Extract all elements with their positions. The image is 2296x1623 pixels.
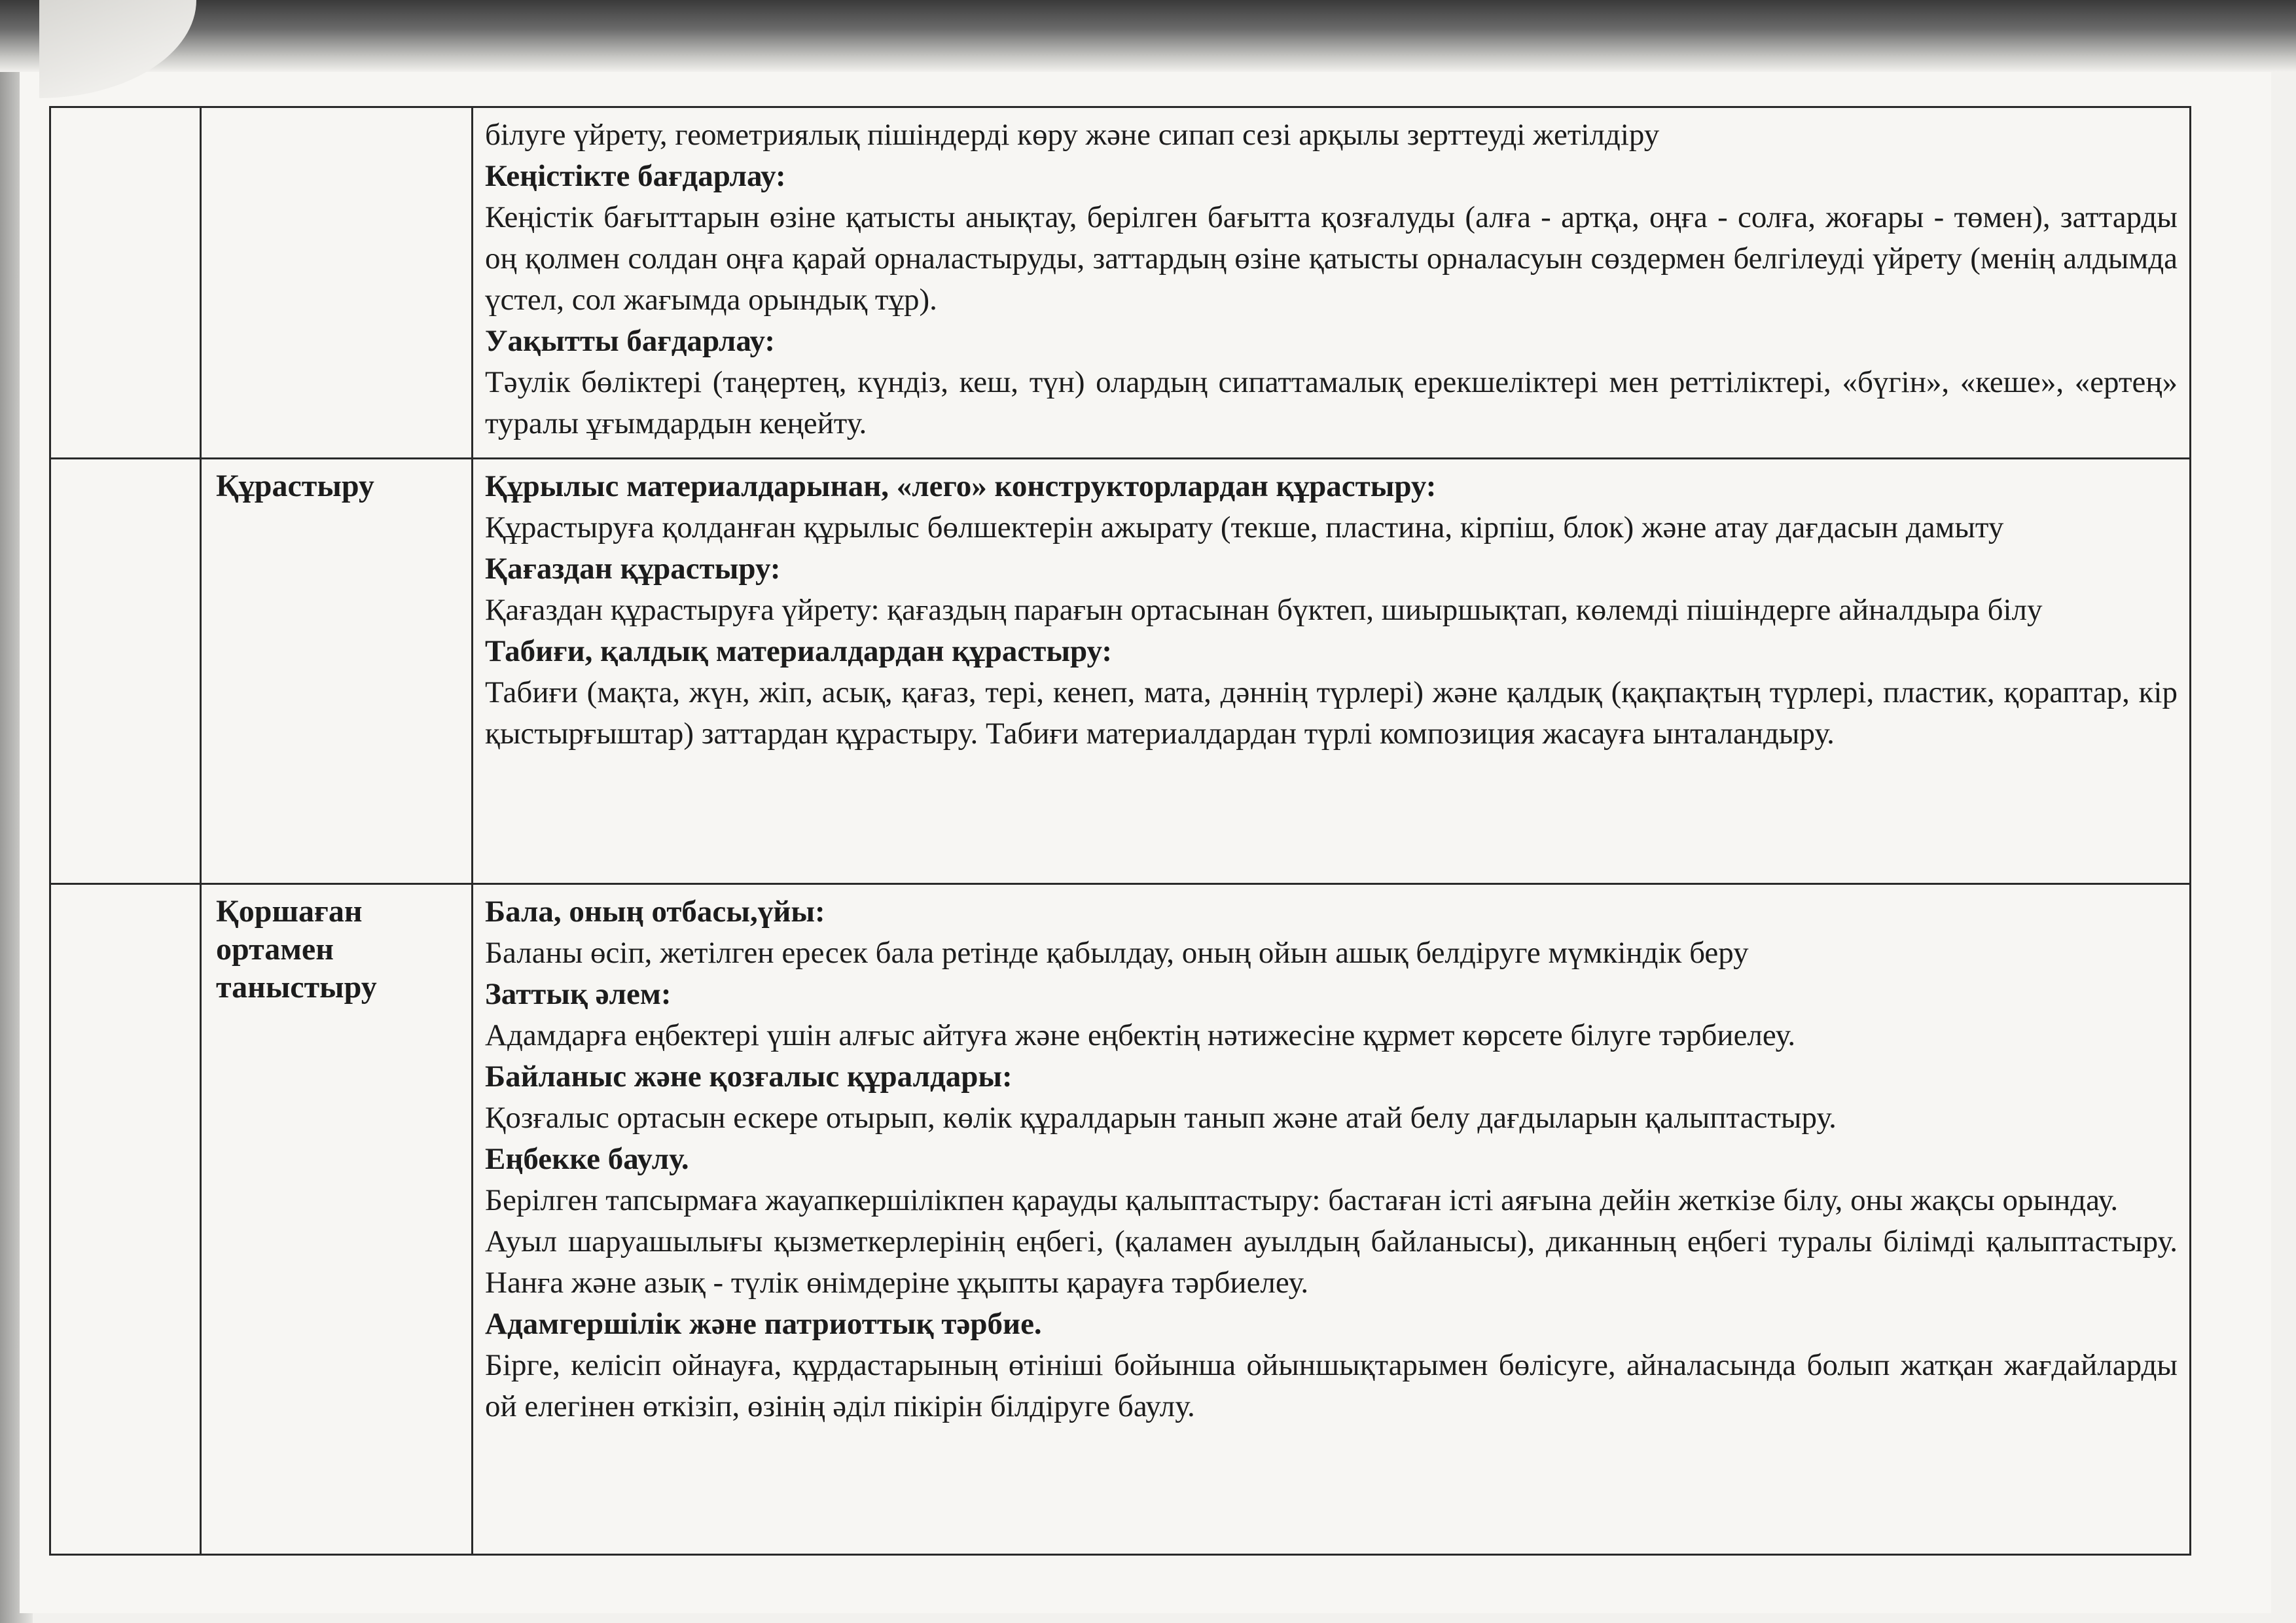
paragraph: Тәулік бөліктері (таңертең, күндіз, кеш, түн) олардың сипаттамалық ерекшеліктері мен реттіліктері, «бүгін», «кеше», «ертең» туралы ұғымдардын кеңейту.: [485, 365, 2178, 440]
content-cell: [473, 107, 2191, 459]
paragraph: Баланы өсіп, жетілген ересек бала ретінде қабылдау, оның ойын ашық белдіруге мүмкіндік беру: [485, 936, 1749, 970]
paragraph: Бірге, келісіп ойнауға, құрдастарының өтініші бойынша ойыншықтарымен бөлісуге, айналасында болып жатқан жағдайларды ой елегінен өткізіп, өзінің әділ пікірін білдіруге баулу.: [485, 1348, 2178, 1423]
paragraph: білуге үйрету, геометриялық пішіндерді көру және сипап сезі арқылы зерттеуді жетілдіру: [485, 118, 1660, 152]
section-cell: [201, 459, 473, 884]
paragraph: Ауыл шаруашылығы қызметкерлерінің еңбегі, (қаламен ауылдың байланысы), диканның еңбегі туралы білімді қалыптастыру. Нанға және азық - түлік өнімдеріне ұқыпты қарауға тәрбиелеу.: [485, 1224, 2178, 1300]
empty-cell: [50, 107, 201, 459]
paragraph: Адамдарға еңбектері үшін алғыс айтуға және еңбектің нәтижесіне құрмет көрсете білуге тәрбиелеу.: [485, 1018, 1796, 1052]
subheading: Бала, оның отбасы,үйы:: [485, 895, 825, 929]
paragraph: Қағаздан құрастыруға үйрету: қағаздың парағын ортасынан бүктеп, шиыршықтап, көлемді пішіндерге айналдыра білу: [485, 593, 2043, 627]
subheading: Кеңістікте бағдарлау:: [485, 159, 786, 193]
empty-cell: [50, 459, 201, 884]
content-cell: [473, 459, 2191, 884]
paragraph: Құрастыруға қолданған құрылыс бөлшектерін ажырату (текше, пластина, кірпіш, блок) және атау дағдасын дамыту: [485, 510, 2004, 544]
subheading: Құрылыс материалдарынан, «лего» конструкторлардан құрастыру:: [485, 469, 1437, 503]
scan-edge-top: [0, 0, 2296, 72]
subheading: Табиғи, қалдық материалдардан құрастыру:: [485, 634, 1113, 668]
table-row: [50, 459, 2191, 884]
empty-cell: [50, 884, 201, 1555]
paragraph: Қозғалыс ортасын ескере отырып, көлік құралдарын танып және атай белу дағдыларын қалыптастыру.: [485, 1101, 1837, 1135]
subheading: Байланыс және қозғалыс құралдары:: [485, 1060, 1013, 1094]
subheading: Адамгершілік және патриоттық тәрбие.: [485, 1307, 1042, 1341]
paragraph: Кеңістік бағыттарын өзіне қатысты анықтау, берілген бағытта қозғалуды (алға - артқа, оңға - солға, жоғары - төмен), заттарды оң қолмен солдан оңға қарай орналастыруды, заттардың өзіне қатысты орналасуын сөздермен белгілеуді үйрету (менің алдымда үстел, сол жағымда орындық тұр).: [485, 200, 2178, 317]
subheading: Заттық әлем:: [485, 977, 672, 1011]
section-cell: [201, 107, 473, 459]
section-name: Құрастыру: [216, 469, 374, 503]
section-name: [202, 108, 471, 116]
content-block: [473, 459, 2189, 755]
table-row: [50, 884, 2191, 1555]
section-name: Қоршаған ортамен таныстыру: [216, 894, 377, 1005]
content-block: [473, 108, 2189, 444]
section-cell: [201, 884, 473, 1555]
paragraph: Берілген тапсырмаға жауапкершілікпен қарауды қалыптастыру: бастаған істі аяғына дейін жеткізе білу, оны жақсы орындау.: [485, 1183, 2119, 1217]
content-cell: [473, 884, 2191, 1555]
paragraph: Табиғи (мақта, жүн, жіп, асық, қағаз, тері, кенеп, мата, дәннің түрлері) және қалдық (қақпақтың түрлері, пластик, қораптар, кір қыстырғыштар) заттардан құрастыру. Табиғи материалдардан түрлі композиция жасауға ынталандыру.: [485, 675, 2178, 751]
content-block: [473, 885, 2189, 1427]
table-row: [50, 107, 2191, 459]
subheading: Еңбекке баулу.: [485, 1142, 689, 1176]
curriculum-table: [49, 106, 2191, 1556]
subheading: Уақытты бағдарлау:: [485, 324, 775, 358]
subheading: Қағаздан құрастыру:: [485, 552, 781, 586]
